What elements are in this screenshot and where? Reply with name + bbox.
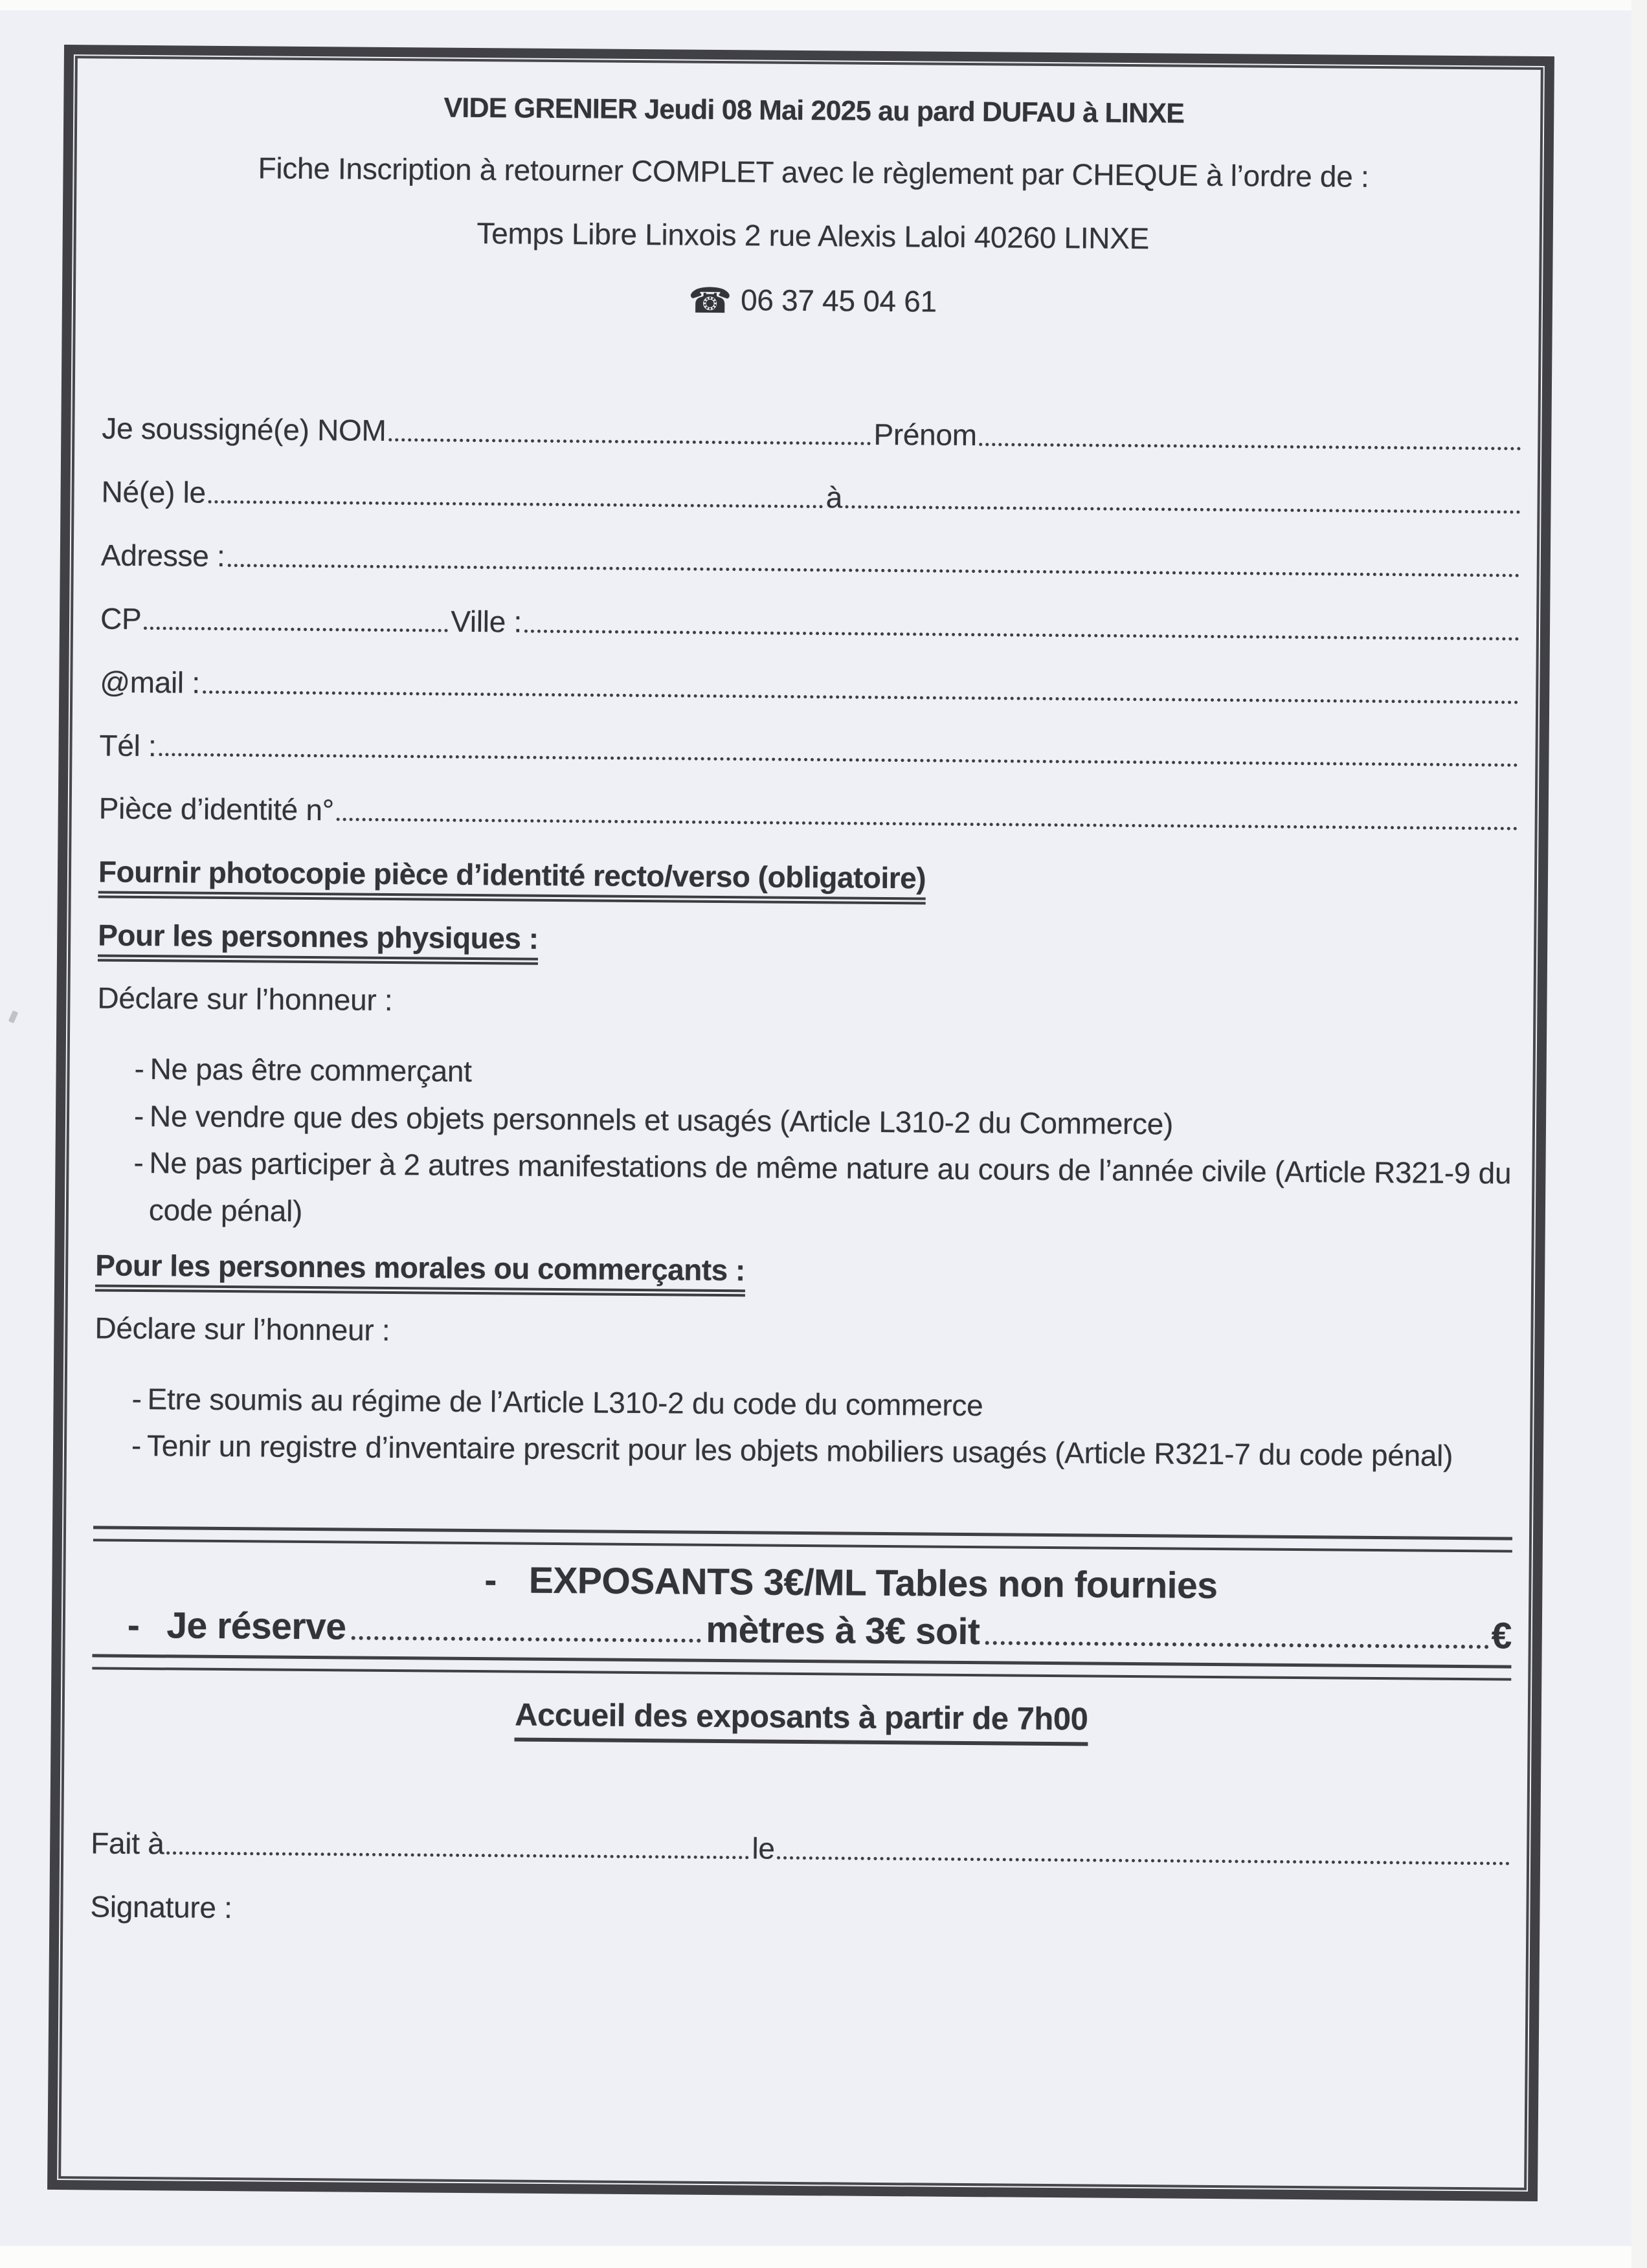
field-row-fait-a [91, 1827, 1510, 1871]
field-row-cp-city [100, 602, 1519, 647]
form-subtitle: Fiche Inscription à retourner COMPLET avec le règlement par CHEQUE à l’ordre de : [258, 151, 1369, 194]
dotted-line-city [524, 629, 1519, 640]
label-nom: Je soussigné(e) NOM [102, 411, 387, 447]
label-le: le [752, 1831, 775, 1865]
photocopy-notice: Fournir photocopie pièce d’identité recto/verso (obligatoire) [98, 856, 1518, 900]
dash-bullet: - [133, 1098, 144, 1133]
label-ville: Ville : [451, 604, 522, 639]
separator-rule-top [93, 1526, 1512, 1552]
label-fait-a: Fait à [91, 1825, 164, 1860]
dotted-line-place [166, 1851, 749, 1859]
identity-fields [99, 412, 1521, 837]
dotted-line-birthdate [208, 500, 824, 507]
dash-bullet: - [131, 1381, 142, 1416]
label-metres-soit: mètres à 3€ soit [706, 1608, 980, 1653]
dash-bullet: - [484, 1559, 497, 1601]
form-title: VIDE GRENIER Jeudi 08 Mai 2025 au pard DUFAU à LINXE [443, 92, 1185, 129]
field-row-phone [99, 729, 1518, 773]
form-content [58, 56, 1543, 2190]
separator-rule-bottom [92, 1654, 1511, 1680]
dotted-line-date [778, 1856, 1510, 1865]
field-row-id [99, 792, 1518, 837]
field-row-birth [101, 475, 1520, 520]
label-piece-identite: Pièce d’identité n° [98, 791, 335, 827]
dash-bullet: - [131, 1429, 142, 1463]
field-row-name [102, 412, 1521, 456]
phone-line [103, 277, 1522, 328]
dotted-line-cp [144, 627, 448, 632]
heading-personnes-morales: Pour les personnes morales ou commerçants : [95, 1249, 1514, 1293]
label-ne-le: Né(e) le [101, 474, 207, 509]
scanner-edge-bottom [0, 2246, 1647, 2268]
field-row-email [100, 665, 1519, 710]
scanner-edge-right [1631, 0, 1647, 2268]
list-item: - Tenir un registre d’inventaire prescrit pour les objets mobiliers usagés (Article R321-7 du code pénal) [94, 1422, 1514, 1480]
label-tel: Tél : [99, 728, 157, 762]
dotted-line-email [203, 690, 1519, 704]
label-mail: @mail : [100, 665, 201, 700]
dotted-line-birthplace [845, 505, 1520, 513]
declare-honneur-2: Déclare sur l’honneur : [95, 1311, 390, 1348]
phone-number: 06 37 45 04 61 [740, 283, 937, 318]
heading-personnes-physiques: Pour les personnes physiques : [98, 918, 1517, 963]
dash-bullet: - [134, 1051, 144, 1086]
telephone-icon: ☎ [688, 281, 732, 321]
list-item: - Ne pas être commerçant [96, 1045, 1516, 1103]
list-item: - Etre soumis au régime de l’Article L310-2 du code du commerce [94, 1375, 1514, 1433]
label-signature: Signature : [90, 1889, 232, 1924]
list-item: - Ne pas participer à 2 autres manifestations de même nature au cours de l’année civile (Article R321-9 du code pénal) [96, 1139, 1516, 1245]
exposants-text: EXPOSANTS 3€/ML Tables non fournies [528, 1559, 1218, 1607]
dash-bullet: - [133, 1146, 144, 1180]
euro-sign: € [1491, 1615, 1512, 1657]
label-birthplace-a: à [825, 480, 843, 515]
field-row-address [101, 539, 1520, 583]
form-border-frame [47, 45, 1554, 2201]
dotted-line-phone [159, 753, 1518, 767]
physiques-list [96, 1045, 1516, 1244]
dash-bullet: - [127, 1604, 140, 1646]
reservation-line [93, 1605, 1512, 1657]
dotted-line-nom [388, 438, 871, 445]
declare-honneur-1: Déclare sur l’honneur : [97, 981, 393, 1017]
label-prenom: Prénom [873, 417, 977, 452]
signature-block [90, 1827, 1510, 1935]
org-address-line: Temps Libre Linxois 2 rue Alexis Laloi 40260 LINXE [476, 216, 1150, 255]
label-je-reserve: Je réserve [166, 1605, 346, 1648]
label-cp: CP [100, 601, 142, 636]
exposants-price-line [141, 1557, 1560, 1610]
scanner-edge-top [0, 0, 1647, 10]
list-item: - Ne vendre que des objets personnels et usagés (Article L310-2 du Commerce) [96, 1092, 1516, 1150]
scan-speck [8, 1010, 19, 1023]
morales-list [94, 1375, 1514, 1480]
accueil-heading: Accueil des exposants à partir de 7h00 [92, 1694, 1511, 1740]
label-adresse: Adresse : [100, 538, 225, 573]
dotted-line-total [985, 1641, 1488, 1649]
dotted-line-address [227, 564, 1519, 577]
dotted-line-id-number [337, 818, 1518, 830]
dotted-line-prenom [980, 443, 1521, 450]
dotted-line-meters [351, 1636, 700, 1642]
